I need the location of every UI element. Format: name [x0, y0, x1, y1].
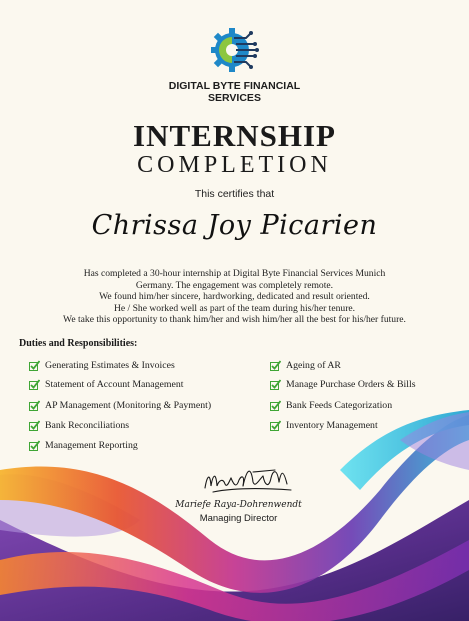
duty-item [29, 420, 129, 431]
duty-item [29, 440, 138, 451]
company-name-line2: SERVICES [208, 92, 261, 104]
duty-item [270, 360, 341, 371]
certificate-subtitle: COMPLETION [137, 152, 332, 178]
checkbox-check-icon [29, 400, 40, 411]
certifies-text: This certifies that [194, 188, 275, 200]
signatory-title: Managing Director [199, 513, 278, 524]
duty-label: Manage Purchase Orders & Bills [286, 379, 416, 390]
gear-circuit-icon [210, 24, 262, 76]
duty-label: Bank Feeds Categorization [286, 400, 393, 411]
duty-label: Generating Estimates & Invoices [45, 360, 175, 371]
duty-item [29, 360, 175, 371]
checkbox-check-icon [270, 379, 281, 390]
duty-item [29, 379, 183, 390]
body-line: Germany. The engagement was completely remote. [135, 279, 334, 291]
duty-label: Ageing of AR [286, 360, 341, 371]
duty-label: AP Management (Monitoring & Payment) [45, 400, 212, 411]
checkbox-check-icon [29, 360, 40, 371]
checkbox-check-icon [270, 400, 281, 411]
duty-item [29, 400, 211, 411]
signatory-name: Mariefe Raya-Dohrenwendt [175, 500, 302, 510]
recipient-name: Chrissa Joy Picarien [91, 210, 378, 241]
duty-item [270, 400, 392, 411]
body-line: We take this opportunity to thank him/her and wish him/her all the best for his/her future. [63, 314, 406, 326]
company-name-line1: DIGITAL BYTE FINANCIAL [168, 80, 301, 92]
checkbox-check-icon [270, 360, 281, 371]
duty-item [270, 379, 416, 390]
duties-heading: Duties and Responsibilities: [19, 338, 138, 349]
checkbox-check-icon [29, 440, 40, 451]
body-line: Has completed a 30-hour internship at Digital Byte Financial Services Munich [83, 268, 386, 279]
checkbox-check-icon [270, 420, 281, 431]
duty-item [270, 420, 378, 431]
duty-label: Management Reporting [45, 440, 138, 451]
certificate-title: INTERNSHIP [133, 118, 336, 153]
checkbox-check-icon [29, 379, 40, 390]
checkbox-check-icon [29, 420, 40, 431]
duty-label: Statement of Account Management [45, 379, 184, 390]
certificate-body [0, 268, 469, 326]
duty-label: Bank Reconciliations [45, 420, 130, 431]
duty-label: Inventory Management [286, 420, 378, 431]
body-line: We found him/her sincere, hardworking, dedicated and result oriented. [99, 291, 370, 303]
body-line: He / She worked well as part of the team during his/her tenure. [113, 302, 356, 314]
